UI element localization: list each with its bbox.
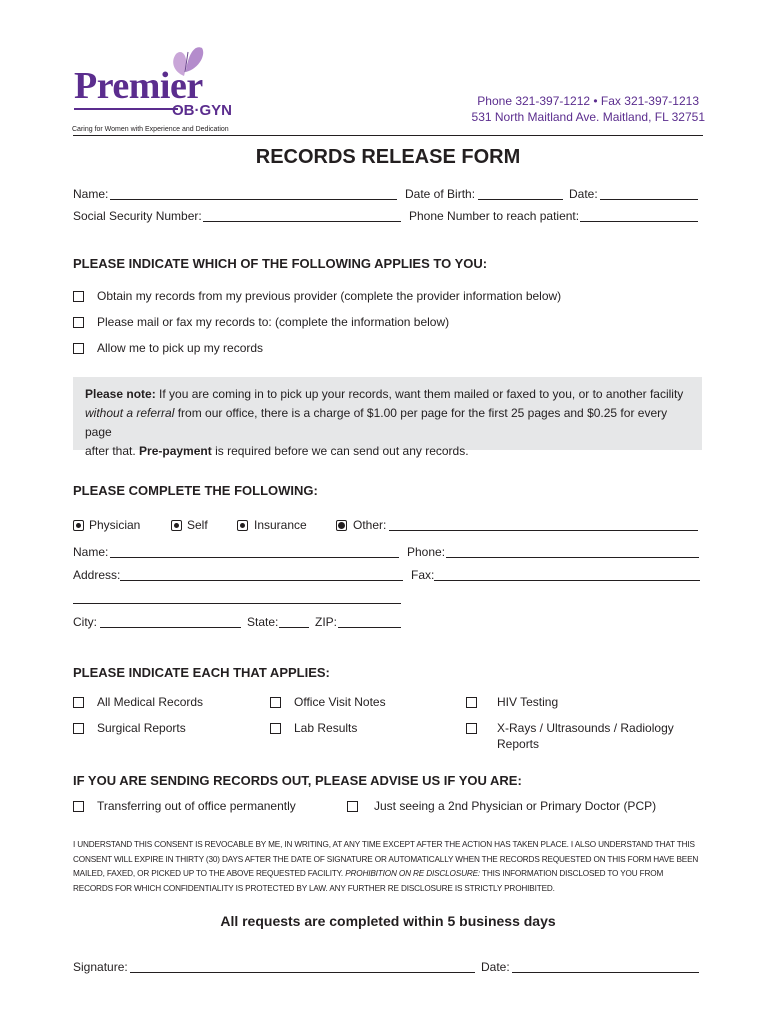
section1-heading: PLEASE INDICATE WHICH OF THE FOLLOWING APPLIES TO YOU: bbox=[73, 256, 488, 271]
provider-name-label: Name: bbox=[73, 545, 109, 559]
provider-address-field[interactable] bbox=[120, 580, 403, 581]
city-label: City: bbox=[73, 615, 97, 629]
consent-text: I UNDERSTAND THIS CONSENT IS REVOCABLE BY ME, IN WRITING, AT ANY TIME EXCEPT AFTER THE ACTION HAS TAKEN PLACE. I ALSO UNDERSTAND THAT THIS CONSENT WILL EXPIRE IN THIRTY (30) DAYS AFTER THE DATE OF SIGNATURE OR AUTOMATICALLY WHEN THE RECORDS REQUESTED ON THIS FORM HAVE BEEN MAILED, FAXED, OR PICKED UP TO THE ABOVE REQUESTED FACILITY. PROHIBITION ON RE DISCLOSURE: THIS INFORMATION DISCLOSED TO YOU FROM RECORDS FOR WHICH CONFIDENTIALITY IS PROTECTED BY LAW. ANY FURTHER RE DISCLOSURE IS STRICTLY PROHIBITED. bbox=[73, 840, 699, 893]
logo-tagline: Caring for Women with Experience and Dedication bbox=[72, 126, 229, 133]
provider-name-field[interactable] bbox=[110, 557, 399, 558]
radio-physician[interactable] bbox=[73, 520, 84, 531]
office-visit-notes-checkbox[interactable] bbox=[270, 697, 281, 708]
logo-subtitle: OB·GYN bbox=[172, 102, 232, 119]
option-mail-fax-label: Please mail or fax my records to: (complete the information below) bbox=[97, 315, 450, 329]
provider-address-label: Address: bbox=[73, 568, 121, 582]
all-medical-records-label: All Medical Records bbox=[97, 695, 204, 709]
fee-note-text: Please note: If you are coming in to pick up your records, want them mailed or faxed to you, or to another facility without a referral from our office, there is a charge of $1.00 per page for the first 25 pages and $0.25 for every page after that. Pre-payment is required before we can send out any records. bbox=[85, 387, 684, 458]
state-label: State: bbox=[247, 615, 279, 629]
hiv-testing-label: HIV Testing bbox=[497, 695, 559, 709]
signature-date-label: Date: bbox=[481, 960, 510, 974]
logo-name: Premier bbox=[74, 65, 203, 107]
radio-self[interactable] bbox=[171, 520, 182, 531]
radio-insurance[interactable] bbox=[237, 520, 248, 531]
dob-field[interactable] bbox=[478, 199, 563, 200]
xray-ultrasound-checkbox[interactable] bbox=[466, 723, 477, 734]
provider-phone-field[interactable] bbox=[446, 557, 699, 558]
processing-time-notice: All requests are completed within 5 business days bbox=[220, 913, 556, 929]
dob-label: Date of Birth: bbox=[405, 187, 476, 201]
hiv-testing-checkbox[interactable] bbox=[466, 697, 477, 708]
provider-address-line2-field[interactable] bbox=[73, 603, 401, 604]
option-obtain-checkbox[interactable] bbox=[73, 291, 84, 302]
office-visit-notes-label: Office Visit Notes bbox=[294, 695, 386, 709]
city-field[interactable] bbox=[100, 627, 241, 628]
patient-phone-field[interactable] bbox=[580, 221, 698, 222]
radio-insurance-label: Insurance bbox=[254, 518, 307, 532]
name-label: Name: bbox=[73, 187, 109, 201]
lab-results-label: Lab Results bbox=[294, 721, 358, 735]
section2-heading: PLEASE COMPLETE THE FOLLOWING: bbox=[73, 483, 318, 498]
ssn-field[interactable] bbox=[203, 221, 401, 222]
radio-self-label: Self bbox=[187, 518, 208, 532]
all-medical-records-checkbox[interactable] bbox=[73, 697, 84, 708]
transferring-checkbox[interactable] bbox=[73, 801, 84, 812]
option-pickup-label: Allow me to pick up my records bbox=[97, 341, 264, 355]
date-field[interactable] bbox=[600, 199, 698, 200]
contact-address: 531 North Maitland Ave. Maitland, FL 32751 bbox=[471, 110, 705, 124]
state-field[interactable] bbox=[279, 627, 309, 628]
radio-physician-label: Physician bbox=[89, 518, 141, 532]
radio-other[interactable] bbox=[336, 520, 347, 531]
provider-phone-label: Phone: bbox=[407, 545, 446, 559]
patient-phone-label: Phone Number to reach patient: bbox=[409, 209, 580, 223]
signature-label: Signature: bbox=[73, 960, 128, 974]
xray-ultrasound-label: X-Rays / Ultrasounds / Radiology bbox=[497, 721, 674, 735]
contact-phone-fax: Phone 321-397-1212 • Fax 321-397-1213 bbox=[477, 94, 699, 108]
ssn-label: Social Security Number: bbox=[73, 209, 202, 223]
option-mail-fax-checkbox[interactable] bbox=[73, 317, 84, 328]
provider-fax-field[interactable] bbox=[434, 580, 700, 581]
radio-other-label: Other: bbox=[353, 518, 387, 532]
header-rule bbox=[73, 135, 703, 136]
lab-results-checkbox[interactable] bbox=[270, 723, 281, 734]
logo-rule bbox=[74, 108, 178, 110]
second-physician-label: Just seeing a 2nd Physician or Primary Doctor (PCP) bbox=[374, 799, 657, 813]
option-pickup-checkbox[interactable] bbox=[73, 343, 84, 354]
xray-ultrasound-label-line2: Reports bbox=[497, 737, 540, 751]
signature-field[interactable] bbox=[130, 972, 475, 973]
section4-heading: IF YOU ARE SENDING RECORDS OUT, PLEASE ADVISE US IF YOU ARE: bbox=[73, 773, 522, 788]
transferring-label: Transferring out of office permanently bbox=[97, 799, 296, 813]
second-physician-checkbox[interactable] bbox=[347, 801, 358, 812]
logo bbox=[70, 42, 230, 140]
surgical-reports-label: Surgical Reports bbox=[97, 721, 186, 735]
zip-field[interactable] bbox=[338, 627, 401, 628]
fee-note-box bbox=[73, 377, 702, 458]
provider-fax-label: Fax: bbox=[411, 568, 435, 582]
surgical-reports-checkbox[interactable] bbox=[73, 723, 84, 734]
zip-label: ZIP: bbox=[315, 615, 338, 629]
signature-date-field[interactable] bbox=[512, 972, 699, 973]
other-field[interactable] bbox=[389, 530, 698, 531]
option-obtain-label: Obtain my records from my previous provider (complete the provider information below) bbox=[97, 289, 562, 303]
form-title: RECORDS RELEASE FORM bbox=[255, 146, 521, 168]
section3-heading: PLEASE INDICATE EACH THAT APPLIES: bbox=[73, 665, 330, 680]
name-field[interactable] bbox=[110, 199, 397, 200]
date-label: Date: bbox=[569, 187, 598, 201]
